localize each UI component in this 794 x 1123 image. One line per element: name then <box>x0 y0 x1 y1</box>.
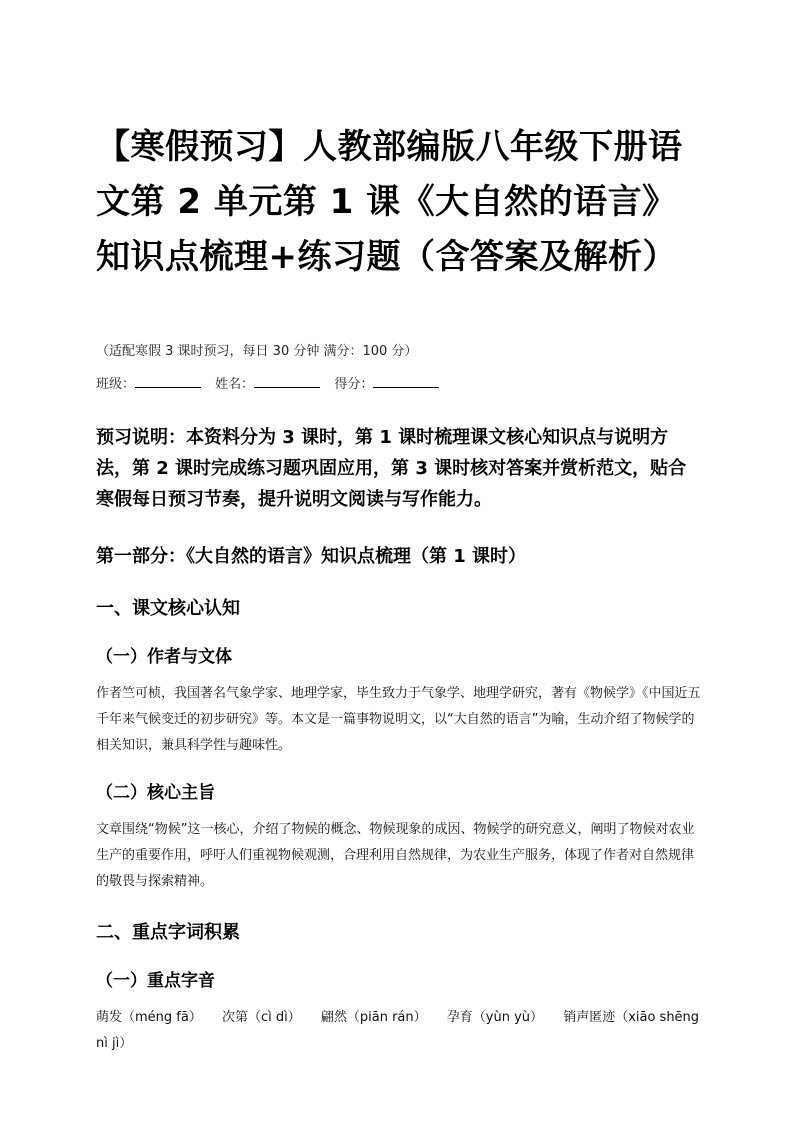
preview-instructions: 预习说明：本资料分为 3 课时，第 1 课时梳理课文核心知识点与说明方法，第 2 课时完成练习题巩固应用，第 3 课时核对答案并赏析范文，贴合寒假每日预习节奏，提升说明文阅读与写作能力。 <box>96 427 687 510</box>
pinyin-term: 萌发（méng fā） <box>96 1010 202 1025</box>
class-label: 班级： <box>96 377 136 392</box>
class-blank <box>135 375 201 388</box>
author-genre-heading: （一）作者与文体 <box>96 647 232 667</box>
pinyin-term: 孕育（yùn yù） <box>446 1010 544 1025</box>
document-page <box>96 120 701 1057</box>
name-blank <box>254 375 320 388</box>
student-info-fields <box>96 375 701 394</box>
core-theme-heading: （二）核心主旨 <box>96 783 215 803</box>
name-label: 姓名： <box>215 377 255 392</box>
pronunciation-heading: （一）重点字音 <box>96 971 215 991</box>
pronunciation-list <box>96 1005 701 1057</box>
section2-heading: 二、重点字词积累 <box>96 922 240 943</box>
part1-heading: 第一部分：《大自然的语言》知识点梳理（第 1 课时） <box>96 546 527 567</box>
section1-heading: 一、课文核心认知 <box>96 598 240 619</box>
pinyin-term: 次第（cì dì） <box>221 1010 301 1025</box>
pinyin-term: 翩然（piān rán） <box>320 1010 427 1025</box>
core-theme-text: 文章围绕“物候”这一核心，介绍了物候的概念、物候现象的成因、物候学的研究意义，阐明了物候对农业生产的重要作用，呼吁人们重视物候观测，合理利用自然规律，为农业生产服务，体现了作者对自然规律的敬畏与探索精神。 <box>96 822 695 889</box>
document-title: 【寒假预习】人教部编版八年级下册语文第 2 单元第 1 课《大自然的语言》知识点梳理+练习题（含答案及解析） <box>96 127 683 277</box>
author-genre-text: 作者竺可桢，我国著名气象学家、地理学家，毕生致力于气象学、地理学研究，著有《物候学》《中国近五千年来气候变迁的初步研究》等。本文是一篇事物说明文，以“大自然的语言”为喻，生动介绍了物候学的相关知识，兼具科学性与趣味性。 <box>96 686 701 753</box>
score-blank <box>373 375 439 388</box>
pinyin-term: 销声匿迹（xiāo shēng nì jì） <box>96 1010 700 1051</box>
score-label: 得分： <box>334 377 374 392</box>
usage-note: （适配寒假 3 课时预习，每日 30 分钟 满分：100 分） <box>96 344 418 359</box>
